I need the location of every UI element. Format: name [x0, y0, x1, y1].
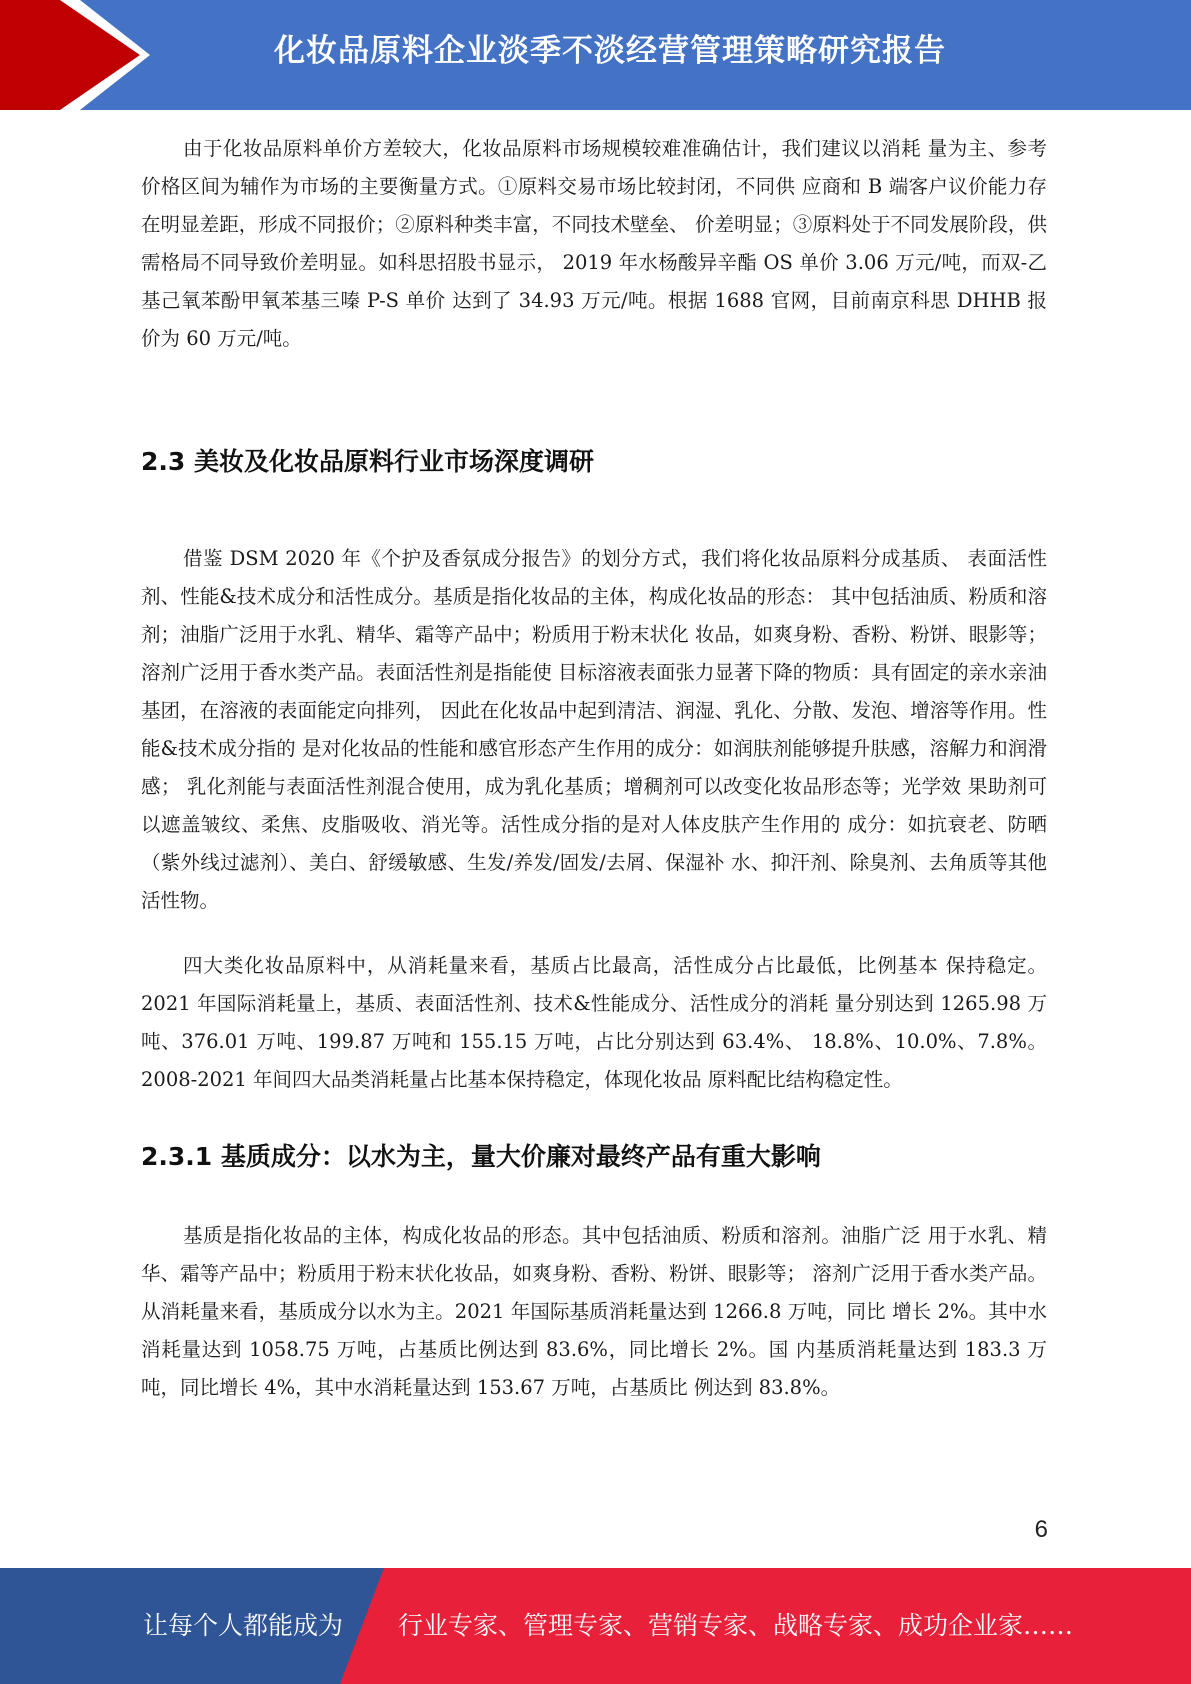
main-content — [141, 130, 1047, 1407]
paragraph-base-ingredients: 基质是指化妆品的主体，构成化妆品的形态。其中包括油质、粉质和溶剂。油脂广泛 用于水乳、精华、霜等产品中；粉质用于粉末状化妆品，如爽身粉、香粉、粉饼、眼影等； 溶剂广泛用于香水类产品。 从消耗量来看，基质成分以水为主。2021 年国际基质消耗量达到 1266.8 万吨，同比 增长 2%。其中水消耗量达到 1058.75 万吨，占基质比例达到 83.6%，同比增长 2%。国 内基质消耗量达到 183.3 万吨，同比增长 4%，其中水消耗量达到 153.67 万吨，占基质比 例达到 83.8%。 — [141, 1224, 1047, 1399]
header-chevron-decoration — [0, 0, 160, 110]
page-footer — [0, 1568, 1191, 1684]
paragraph-consumption-share: 四大类化妆品原料中，从消耗量来看，基质占比最高，活性成分占比最低，比例基本 保持稳定。2021 年国际消耗量上，基质、表面活性剂、技术&性能成分、活性成分的消耗 量分别达到 1265.98 万吨、376.01 万吨、199.87 万吨和 155.15 万吨，占比分别达到 63.4%、 18.8%、10.0%、7.8%。2008-2021 年间四大品类消耗量占比基本保持稳定，体现化妆品 原料配比结构稳定性。 — [141, 954, 1047, 1091]
page-number: 6 — [1034, 1516, 1048, 1543]
report-title: 化妆品原料企业淡季不淡经营管理策略研究报告 — [274, 33, 946, 69]
section-heading-2-3: 2.3 美妆及化妆品原料行业市场深度调研 — [141, 447, 594, 476]
footer-slogan-right: 行业专家、管理专家、营销专家、战略专家、成功企业家…… — [398, 1611, 1074, 1640]
footer-slogan-left: 让每个人都能成为 — [143, 1611, 344, 1640]
paragraph-price-variance: 由于化妆品原料单价方差较大，化妆品原料市场规模较难准确估计，我们建议以消耗 量为主、参考价格区间为辅作为市场的主要衡量方式。①原料交易市场比较封闭，不同供 应商和 B 端客户议价能力存在明显差距，形成不同报价；②原料种类丰富，不同技术壁垒、 价差明显；③原料处于不同发展阶段，供需格局不同导致价差明显。如科思招股书显示， 2019 年水杨酸异辛酯 OS 单价 3.06 万元/吨，而双-乙基己氧苯酚甲氧苯基三嗪 P-S 单价 达到了 34.93 万元/吨。根据 1688 官网，目前南京科思 DHHB 报价为 60 万元/吨。 — [141, 137, 1047, 350]
section-heading-2-3-1: 2.3.1 基质成分：以水为主，量大价廉对最终产品有重大影响 — [141, 1142, 821, 1171]
paragraph-dsm-classification: 借鉴 DSM 2020 年《个护及香氛成分报告》的划分方式，我们将化妆品原料分成基质、 表面活性剂、性能&技术成分和活性成分。基质是指化妆品的主体，构成化妆品的形态： 其中包括油质、粉质和溶剂；油脂广泛用于水乳、精华、霜等产品中；粉质用于粉末状化 妆品，如爽身粉、香粉、粉饼、眼影等；溶剂广泛用于香水类产品。表面活性剂是指能使 目标溶液表面张力显著下降的物质：具有固定的亲水亲油基团，在溶液的表面能定向排列， 因此在化妆品中起到清洁、润湿、乳化、分散、发泡、增溶等作用。性能&技术成分指的 是对化妆品的性能和感官形态产生作用的成分：如润肤剂能够提升肤感，溶解力和润滑感； 乳化剂能与表面活性剂混合使用，成为乳化基质；增稠剂可以改变化妆品形态等；光学效 果助剂可以遮盖皱纹、柔焦、皮脂吸收、消光等。活性成分指的是对人体皮肤产生作用的 成分：如抗衰老、防晒（紫外线过滤剂）、美白、舒缓敏感、生发/养发/固发/去屑、保湿补 水、抑汗剂、除臭剂、去角质等其他活性物。 — [141, 547, 1047, 912]
page-header — [0, 0, 1191, 110]
